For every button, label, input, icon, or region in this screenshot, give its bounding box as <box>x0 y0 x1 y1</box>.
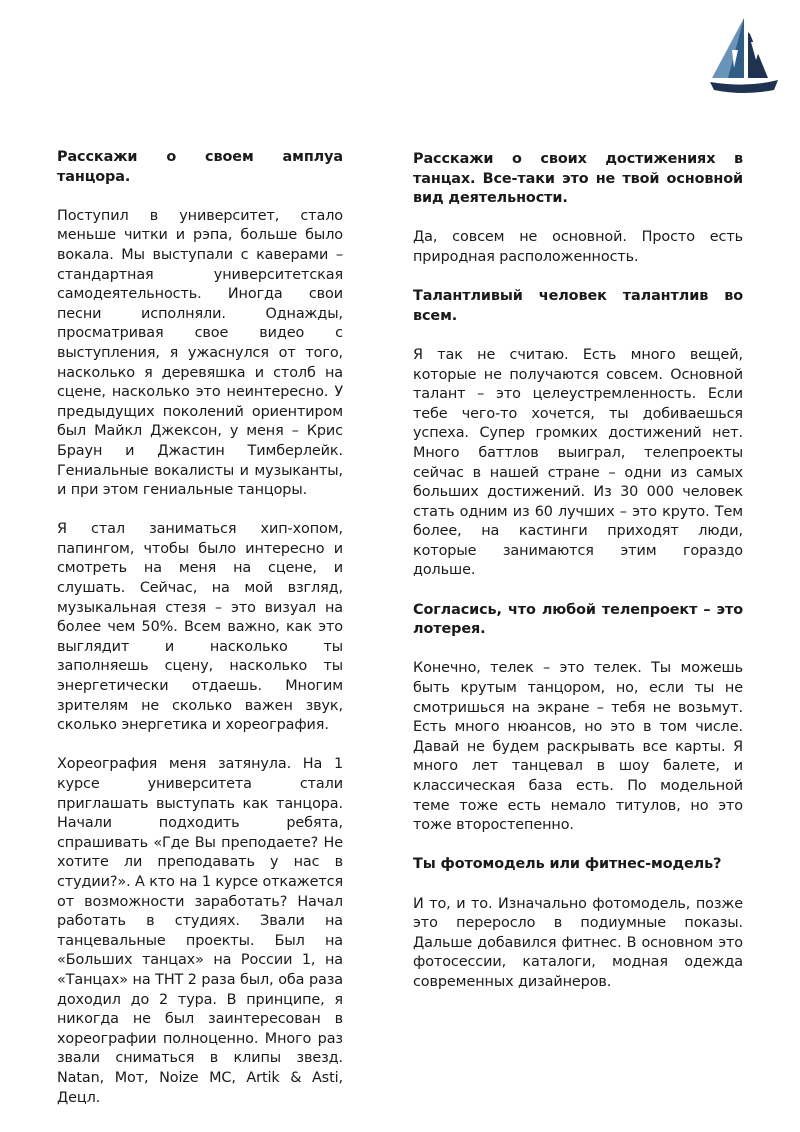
answer-paragraph: И то, и то. Изначально фотомодель, позже это переросло в подиумные показы. Дальше добавился фитнес. В основном это фотосессии, каталоги, модная одежда современных дизайнеров. <box>413 895 743 990</box>
sailboat-logo-icon <box>704 14 784 98</box>
right-column <box>413 150 743 1012</box>
answer-paragraph: Да, совсем не основной. Просто есть природная расположенность. <box>413 229 743 265</box>
question-heading: Талантливый человек талантлив во всем. <box>413 288 743 324</box>
answer-paragraph: Хореография меня затянула. На 1 курсе университета стали приглашать выступать как танцора. Начали подходить ребята, спрашивать «Где Вы преподаете? Не хотите ли преподавать у нас в студии?». А кто на 1 курсе откажется от возможности заработать? Начал работать в студиях. Звали на танцевальные проекты. Был на «Больших танцах» на России 1, на «Танцах» на ТНТ 2 раза был, оба раза доходил до 2 тура. В принципе, я никогда не был заинтересован в хореографии полноценно. Много раз звали сниматься в клипы звезд. Natan, Мот, Noize MC, Artik & Asti, Децл. <box>57 756 344 1106</box>
answer-paragraph: Конечно, телек – это телек. Ты можешь быть крутым танцором, но, если ты не смотришься на экране – тебя не возьмут. Есть много нюансов, но это в том числе. Давай не будем раскрывать все карты. Я много лет танцевал в шоу балете, и классическая база есть. По модельной теме тоже есть немало титулов, но это тоже второстепенно. <box>413 660 743 834</box>
question-heading: Ты фотомодель или фитнес-модель? <box>413 856 722 873</box>
question-heading: Согласись, что любой телепроект – это лотерея. <box>413 601 743 638</box>
answer-paragraph: Я так не считаю. Есть много вещей, которые не получаются совсем. Основной талант – это целеустремленность. Если тебе чего-то хочется, ты добиваешься успеха. Супер громких достижений нет. Много баттлов выиграл, телепроекты сейчас в нашей стране – одни из самых больших достижений. Из 30 000 человек стать одним из 60 лучших – это круто. Тем более, на кастинги приходят люди, которые занимаются этим гораздо дольше. <box>413 346 743 579</box>
answer-paragraph: Поступил в университет, стало меньше читки и рэпа, больше было вокала. Мы выступали с каверами – стандартная университетская самодеятельность. Иногда свои песни исполняли. Однажды, просматривая свое видео с выступления, я ужаснулся от того, насколько я деревяшка и столб на сцене, насколько это неинтересно. У предыдущих поколений ориентиром был Майкл Джексон, у меня – Крис Браун и Джастин Тимберлейк. Гениальные вокалисты и музыканты, и при этом гениальные танцоры. <box>57 207 343 499</box>
answer-paragraph: Я стал заниматься хип-хопом, папингом, чтобы было интересно и смотреть на меня на сцене, и слушать. Сейчас, на мой взгляд, музыкальная стезя – это визуал на более чем 50%. Всем важно, как это выглядит и насколько ты заполняешь сцену, насколько ты энергетически отдаешь. Многим зрителям не сколько важен звук, сколько энергетика и хореография. <box>57 521 343 734</box>
left-column <box>57 148 343 1128</box>
question-heading: Расскажи о своем амплуа танцора. <box>57 149 343 185</box>
question-heading: Расскажи о своих достижениях в танцах. Все-таки это не твой основной вид деятельности. <box>413 151 743 207</box>
